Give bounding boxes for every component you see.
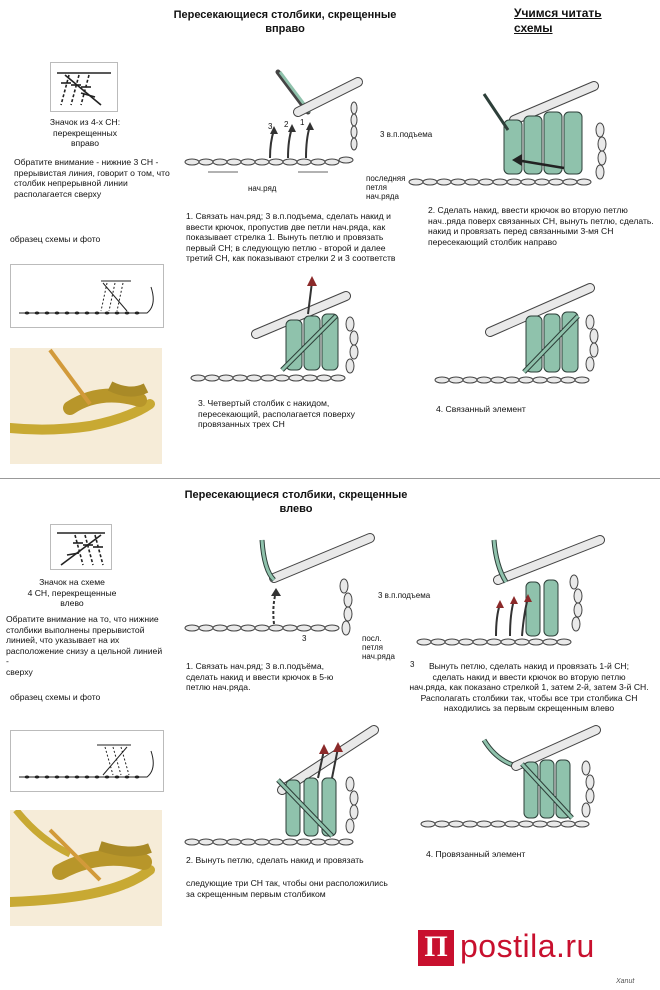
sample-schema-box-right	[10, 264, 164, 328]
step3-left-b: следующие три СН так, чтобы они расположились за скрещенным первым столбиком	[186, 878, 388, 899]
label-n3-left-b: 3	[410, 660, 415, 669]
sample-photo-right	[10, 348, 162, 464]
step4-left: 4. Провязанный элемент	[426, 849, 526, 859]
diagram-step3-left	[178, 730, 378, 860]
symbol-caption-left: Значок на схеме 4 СН, перекрещенные влево	[27, 577, 117, 608]
sample-schema-left	[11, 731, 163, 791]
label-n3-right: 3	[268, 122, 273, 131]
label-n1-right: 1	[300, 118, 305, 127]
sample-schema-box-left	[10, 730, 164, 792]
step4-right: 4. Связанный элемент	[436, 404, 526, 414]
section-divider	[0, 478, 660, 479]
diagram-step4-right	[430, 282, 620, 392]
label-lift-right: 3 в.п.подъема	[380, 130, 433, 139]
diagram-step2-left	[410, 536, 630, 666]
step2-left-top: Вынуть петлю, сделать накид и провязать 1-й СН; сделать накид и ввести крючок во вторую петлю нач.ряда, как показано стрелкой 1, затем 2-й, затем 3-й СН. Располагать столбики так, чтобы все три столбика СН находились за первым скрещенным влево	[409, 661, 649, 713]
watermark-text[interactable]: postila.ru	[460, 928, 595, 964]
sample-photo-left	[10, 810, 162, 926]
diagram-step1-left	[178, 540, 378, 660]
section-title-left: Пересекающиеся столбики, скрещенные влево	[184, 489, 408, 515]
label-last-loop-right: последняя петля нач.ряда	[366, 174, 406, 201]
postila-logo-icon: П	[418, 930, 454, 966]
section-title-right: Пересекающиеся столбики, скрещенные вправо	[173, 9, 397, 35]
label-last-loop-left: посл. петля нач.ряда	[362, 634, 395, 661]
step1-right: 1. Связать нач.ряд; 3 в.п.подъема, сделать накид и ввести крючок, пропустив две петли нач.ряда, как показывает стрелка 1. Вынуть петлю и провязать первый СН; в следующую петлю - второй и далее третий СН, как показывают стрелки 2 и 3 соответств	[186, 211, 396, 263]
step3-right: 3. Четвертый столбик с накидом, пересекающий, располагается поверху провязанных трех СН	[198, 398, 355, 429]
step3-left-a: 2. Вынуть петлю, сделать накид и провязать	[186, 855, 364, 865]
sample-caption-right: образец схемы и фото	[10, 234, 101, 244]
yarn-photo-left	[10, 810, 162, 926]
symbol-caption-right: Значок из 4-х СН: перекрещенных вправо	[49, 117, 121, 148]
label-lift-left: 3 в.п.подъема	[378, 591, 431, 600]
label-n2-right: 2	[284, 120, 289, 129]
label-row-right: нач.ряд	[248, 184, 277, 193]
crossed-right-symbol-icon	[51, 63, 117, 111]
yarn-photo-right	[10, 348, 162, 464]
sample-caption-left: образец схемы и фото	[10, 692, 101, 702]
diagram-step2-right	[404, 90, 624, 200]
step2-right: 2. Сделать накид, ввести крючок во вторую петлю нач..ряда поверх связанных СН, вынуть петлю, сделать. накид и провязать перед связанными 3-мя СН пересекающий столбик направо	[428, 205, 654, 247]
diagram-step4-left	[420, 720, 620, 840]
step1-left: 1. Связать нач.ряд; 3 в.п.подъёма, сделать накид и ввести крючок в 5-ю петлю нач.ряда.	[186, 661, 334, 692]
crossed-left-symbol-icon	[51, 525, 111, 569]
note-right: Обратите внимание - нижние 3 СН - прерывистая линия, говорит о том, что столбик непрерывной линии располагается сверху	[14, 157, 170, 199]
note-left: Обратите внимание на то, что нижние столбики выполнены прерывистой линией, что указывает на их расположение снизу а цельной линией - сверху	[6, 614, 163, 677]
sample-schema-right	[11, 265, 163, 327]
signature: Xanut	[616, 978, 635, 985]
learn-heading: Учимся читать схемы	[514, 6, 602, 35]
label-n3-left-a: 3	[302, 634, 307, 643]
diagram-step3-right	[186, 276, 386, 386]
symbol-box-right	[50, 62, 118, 112]
symbol-box-left	[50, 524, 112, 570]
